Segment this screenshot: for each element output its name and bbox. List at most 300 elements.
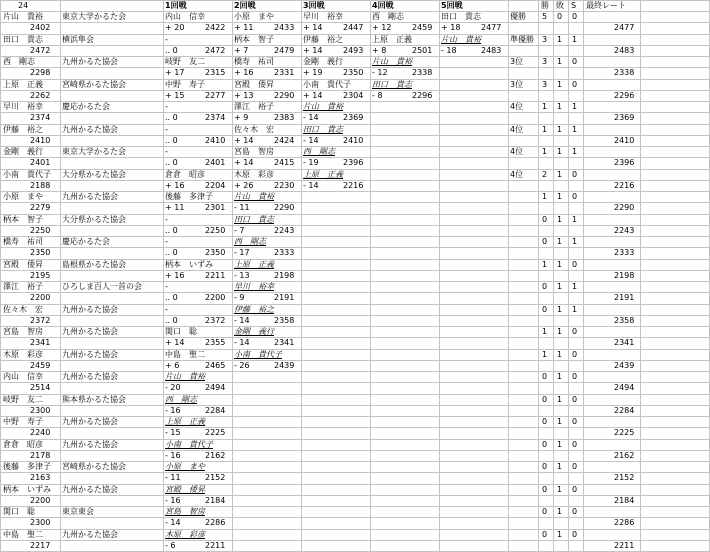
round-rate: 2152 <box>205 473 226 483</box>
player-name: 内山 信幸 <box>3 372 43 381</box>
round-rate: 2290 <box>274 90 295 100</box>
grid-col-line <box>301 0 302 551</box>
player-name: 岐野 友二 <box>3 394 43 404</box>
round-opponent: 柄本 いずみ <box>165 259 213 269</box>
grid-row-line <box>0 270 710 271</box>
losses-count: 1 <box>557 507 563 516</box>
round-opponent: 宮殿 倭昇 <box>234 79 274 89</box>
round-opponent: 宮殿 倭昇 <box>165 484 205 494</box>
round-result: + 14 <box>303 45 323 55</box>
round-result: .. 0 <box>165 315 178 325</box>
round-result: - 14 <box>303 135 319 145</box>
round-result: + 18 <box>441 23 461 33</box>
player-initial-rate: 2262 <box>30 90 51 100</box>
player-initial-rate: 2298 <box>30 68 51 78</box>
player-name: 片山 貴裕 <box>3 12 43 21</box>
s-count: 0 <box>572 79 578 89</box>
wins-count: 2 <box>542 169 548 179</box>
round-opponent: 木原 彩彦 <box>165 529 205 539</box>
player-club: 九州かるた協会 <box>62 192 118 201</box>
player-name: 木原 彩彦 <box>3 349 43 359</box>
player-club: 大分県かるた協会 <box>62 214 126 224</box>
round-opponent: 田口 貴志 <box>372 79 412 89</box>
grid-row-line <box>0 540 710 541</box>
player-club: 東京大学かるた会 <box>62 147 126 156</box>
round-opponent: 倉倉 昭彦 <box>165 169 205 179</box>
round-rate: 2191 <box>274 293 295 303</box>
player-initial-rate: 2200 <box>30 495 51 505</box>
wins-count: 0 <box>542 529 548 539</box>
player-club: 東京大学かるた会 <box>62 12 126 21</box>
losses-count: 1 <box>557 237 563 246</box>
round-rate: 2369 <box>343 113 364 123</box>
round-result: - 9 <box>234 293 245 303</box>
losses-count: 1 <box>557 259 563 269</box>
losses-count: 1 <box>557 79 563 89</box>
wins-count: 0 <box>542 237 548 246</box>
round-result: - 19 <box>303 158 319 168</box>
s-count: 1 <box>572 304 578 314</box>
final-rate: 2296 <box>614 90 635 100</box>
player-name: 柄本 いずみ <box>3 484 51 494</box>
final-rate: 2152 <box>614 473 635 483</box>
s-count: 1 <box>572 214 578 224</box>
player-club: 九州かるた協会 <box>62 57 118 66</box>
player-initial-rate: 2341 <box>30 338 51 348</box>
wins-count: 5 <box>542 12 548 21</box>
round-result: + 16 <box>234 68 254 78</box>
final-rate-header: 最終レート <box>586 1 626 10</box>
player-name: 上原 正義 <box>3 79 43 89</box>
round-opponent: 小南 貴代子 <box>303 79 351 89</box>
losses-count: 1 <box>557 102 563 111</box>
round-rate: 2439 <box>274 360 295 370</box>
round-opponent: 柄本 智子 <box>234 34 274 44</box>
round-result: - 20 <box>165 383 181 393</box>
player-initial-rate: 2410 <box>30 135 51 145</box>
losses-count: 1 <box>557 372 563 381</box>
round-rate: 2286 <box>205 518 226 528</box>
player-initial-rate: 2279 <box>30 203 51 213</box>
wins-count: 0 <box>542 417 548 426</box>
round-rate: 2333 <box>274 248 295 258</box>
s-count: 0 <box>572 439 578 449</box>
round-result: + 26 <box>234 180 254 190</box>
round-opponent: 金剛 義行 <box>303 57 343 66</box>
player-initial-rate: 2459 <box>30 360 51 370</box>
round-rate: 2483 <box>481 45 502 55</box>
round-opponent: - <box>165 304 168 314</box>
round-opponent: 中野 寿子 <box>165 79 205 89</box>
losses-header: 敗 <box>556 1 564 10</box>
player-club: ひろしま百人一首の会 <box>62 282 142 291</box>
round-result: - 8 <box>372 90 383 100</box>
s-count: 0 <box>572 169 578 179</box>
losses-count: 1 <box>557 349 563 359</box>
round-rate: 2396 <box>343 158 364 168</box>
s-count: 0 <box>572 57 578 66</box>
round-rate: 2383 <box>274 113 295 123</box>
round-rate: 2433 <box>274 23 295 33</box>
player-club: 九州かるた協会 <box>62 349 118 359</box>
round-result: .. 0 <box>165 135 178 145</box>
final-rate: 2494 <box>614 383 635 393</box>
round-result: - 26 <box>234 360 250 370</box>
wins-count: 0 <box>542 394 548 404</box>
grid-row-line <box>0 202 710 203</box>
grid-col-line <box>439 0 440 551</box>
player-name: 関口 聡 <box>3 507 35 516</box>
final-rate: 2216 <box>614 180 635 190</box>
grid-col-line <box>232 0 233 551</box>
round-rate: 2200 <box>205 293 226 303</box>
losses-count: 1 <box>557 282 563 291</box>
player-initial-rate: 2200 <box>30 293 51 303</box>
round-result: + 14 <box>165 338 185 348</box>
round-rate: 2350 <box>205 248 226 258</box>
round-rate: 2424 <box>274 135 295 145</box>
round-result: - 7 <box>234 225 245 235</box>
player-name: 佐々木 宏 <box>3 304 43 314</box>
round-rate: 2216 <box>343 180 364 190</box>
grid-col-line <box>508 0 509 551</box>
losses-count: 1 <box>557 214 563 224</box>
grid-row-line <box>0 225 710 226</box>
losses-count: 1 <box>557 304 563 314</box>
final-rate: 2198 <box>614 270 635 280</box>
round-rate: 2184 <box>205 495 226 505</box>
round-result: + 14 <box>234 135 254 145</box>
wins-count: 1 <box>542 147 548 156</box>
round-result: - 16 <box>165 450 181 460</box>
round-opponent: 小南 貴代子 <box>234 349 282 359</box>
losses-count: 1 <box>557 417 563 426</box>
player-name: 早川 裕幸 <box>3 102 43 111</box>
round-rate: 2447 <box>343 23 364 33</box>
round-result: - 14 <box>303 113 319 123</box>
round-result: .. 0 <box>165 113 178 123</box>
round-opponent: 伊藤 裕之 <box>303 34 343 44</box>
wins-count: 1 <box>542 349 548 359</box>
final-rate: 2184 <box>614 495 635 505</box>
round-result: + 6 <box>165 360 180 370</box>
player-club: 宮崎県かるた協会 <box>62 462 126 471</box>
player-club: 九州かるた協会 <box>62 124 118 134</box>
losses-count: 1 <box>557 529 563 539</box>
wins-count: 3 <box>542 34 548 44</box>
player-club: 九州かるた協会 <box>62 439 118 449</box>
round-rate: 2331 <box>274 68 295 78</box>
round-result: .. 0 <box>165 248 178 258</box>
player-name: 田口 貴志 <box>3 34 43 44</box>
round-result: - 14 <box>303 180 319 190</box>
round-opponent: 上原 正義 <box>234 259 274 269</box>
wins-count: 0 <box>542 282 548 291</box>
round-result: - 11 <box>165 473 181 483</box>
final-rate: 2243 <box>614 225 635 235</box>
player-initial-rate: 2163 <box>30 473 51 483</box>
wins-count: 0 <box>542 214 548 224</box>
player-name: 宮殿 倭昇 <box>3 259 43 269</box>
losses-count: 1 <box>557 462 563 471</box>
round-opponent: 岐野 友二 <box>165 57 205 66</box>
round-result: + 8 <box>372 45 387 55</box>
round-opponent: 西 剛志 <box>234 237 266 246</box>
round-rate: 2290 <box>274 203 295 213</box>
round-result: + 7 <box>234 45 249 55</box>
player-initial-rate: 2300 <box>30 518 51 528</box>
round-result: + 13 <box>234 90 254 100</box>
player-rank: 4位 <box>510 124 524 134</box>
round-rate: 2465 <box>205 360 226 370</box>
round-result: + 12 <box>372 23 392 33</box>
round-rate: 2501 <box>412 45 433 55</box>
round-result: - 16 <box>165 405 181 415</box>
player-initial-rate: 2300 <box>30 405 51 415</box>
grid-row-line <box>0 517 710 518</box>
round-result: + 14 <box>303 23 323 33</box>
round-opponent: 片山 貴裕 <box>372 57 412 66</box>
losses-count: 1 <box>557 169 563 179</box>
s-count: 1 <box>572 237 578 246</box>
round-opponent: 伊藤 裕之 <box>234 304 274 314</box>
s-count: 0 <box>572 327 578 336</box>
final-rate: 2225 <box>614 428 635 438</box>
s-count: 0 <box>572 462 578 471</box>
round-rate: 2350 <box>343 68 364 78</box>
round-opponent: 西 剛志 <box>165 394 197 404</box>
round-rate: 2472 <box>205 45 226 55</box>
player-initial-rate: 2372 <box>30 315 51 325</box>
grid-row-line <box>0 472 710 473</box>
round-opponent: 上原 正義 <box>303 169 343 179</box>
round-rate: 2225 <box>205 428 226 438</box>
final-rate: 2290 <box>614 203 635 213</box>
player-club: 宮崎県かるた協会 <box>62 79 126 89</box>
player-name: 橋寿 祐司 <box>3 237 43 246</box>
round-rate: 2422 <box>205 23 226 33</box>
final-rate: 2439 <box>614 360 635 370</box>
round-rate: 2243 <box>274 225 295 235</box>
grid-col-line <box>0 0 1 551</box>
round-rate: 2338 <box>412 68 433 78</box>
grid-row-line <box>0 360 710 361</box>
round-opponent: 中島 聖二 <box>165 349 205 359</box>
s-count: 0 <box>572 417 578 426</box>
grid-row-line <box>0 292 710 293</box>
player-initial-rate: 2195 <box>30 270 51 280</box>
player-initial-rate: 2250 <box>30 225 51 235</box>
s-count: 0 <box>572 349 578 359</box>
round-opponent: 片山 貴裕 <box>441 34 481 44</box>
round-opponent: - <box>165 214 168 224</box>
losses-count: 1 <box>557 147 563 156</box>
player-club: 慶応かるた会 <box>62 237 110 246</box>
s-count: 1 <box>572 102 578 111</box>
round-opponent: 内山 信幸 <box>165 12 205 21</box>
round-opponent: 西 剛志 <box>372 12 404 21</box>
final-rate: 2338 <box>614 68 635 78</box>
round-result: - 15 <box>165 428 181 438</box>
round-result: - 14 <box>165 518 181 528</box>
player-initial-rate: 2472 <box>30 45 51 55</box>
wins-count: 0 <box>542 462 548 471</box>
round-rate: 2479 <box>274 45 295 55</box>
round-opponent: - <box>165 282 168 291</box>
s-count: 0 <box>572 394 578 404</box>
s-count: 0 <box>572 192 578 201</box>
player-club: 九州かるた協会 <box>62 327 118 336</box>
round-result: + 14 <box>303 90 323 100</box>
player-initial-rate: 2350 <box>30 248 51 258</box>
player-rank: 準優勝 <box>510 34 534 44</box>
round-opponent: 後藤 多津子 <box>165 192 213 201</box>
wins-count: 1 <box>542 327 548 336</box>
round-opponent: 田口 貴志 <box>441 12 481 21</box>
grid-col-line <box>640 0 641 551</box>
player-club: 大分県かるた協会 <box>62 169 126 179</box>
round-opponent: - <box>165 102 168 111</box>
grid-row-line <box>0 247 710 248</box>
round-rate: 2204 <box>205 180 226 190</box>
round-rate: 2415 <box>274 158 295 168</box>
wins-count: 0 <box>542 372 548 381</box>
round-rate: 2494 <box>205 383 226 393</box>
player-club: 九州かるた協会 <box>62 417 118 426</box>
player-club: 島根県かるた協会 <box>62 259 126 269</box>
losses-count: 1 <box>557 394 563 404</box>
round-rate: 2211 <box>205 270 226 280</box>
round-header: 1回戦 <box>165 1 187 10</box>
round-result: + 11 <box>234 23 254 33</box>
player-initial-rate: 2374 <box>30 113 51 123</box>
player-name: 西 剛志 <box>3 57 35 66</box>
player-rank: 3位 <box>510 57 524 66</box>
player-rank: 4位 <box>510 102 524 111</box>
round-result: + 9 <box>234 113 249 123</box>
final-rate: 2333 <box>614 248 635 258</box>
s-count: 1 <box>572 34 578 44</box>
player-rank: 4位 <box>510 147 524 156</box>
final-rate: 2483 <box>614 45 635 55</box>
round-opponent: 片山 貴裕 <box>165 372 205 381</box>
player-name: 中野 寿子 <box>3 417 43 426</box>
losses-count: 1 <box>557 484 563 494</box>
player-initial-rate: 2178 <box>30 450 51 460</box>
round-rate: 2477 <box>481 23 502 33</box>
round-result: - 12 <box>372 68 388 78</box>
round-result: + 15 <box>165 90 185 100</box>
losses-count: 0 <box>557 12 563 21</box>
round-rate: 2315 <box>205 68 226 78</box>
wins-header: 勝 <box>541 1 549 10</box>
player-club: 慶応かるた会 <box>62 102 110 111</box>
round-rate: 2301 <box>205 203 226 213</box>
round-opponent: 澤江 裕子 <box>234 102 274 111</box>
round-opponent: 関口 聡 <box>165 327 197 336</box>
grid-col-line <box>60 0 61 551</box>
wins-count: 1 <box>542 192 548 201</box>
s-count: 1 <box>572 282 578 291</box>
round-result: + 11 <box>165 203 185 213</box>
round-result: - 14 <box>234 338 250 348</box>
final-rate: 2477 <box>614 23 635 33</box>
round-rate: 2296 <box>412 90 433 100</box>
grid-row-line <box>0 427 710 428</box>
wins-count: 0 <box>542 304 548 314</box>
round-rate: 2250 <box>205 225 226 235</box>
round-result: + 16 <box>165 270 185 280</box>
round-rate: 2355 <box>205 338 226 348</box>
round-result: - 17 <box>234 248 250 258</box>
losses-count: 1 <box>557 124 563 134</box>
round-header: 3回戦 <box>303 1 325 10</box>
final-rate: 2369 <box>614 113 635 123</box>
round-opponent: 上原 正義 <box>372 34 412 44</box>
round-rate: 2304 <box>343 90 364 100</box>
round-opponent: - <box>165 237 168 246</box>
player-initial-rate: 2188 <box>30 180 51 190</box>
grid-row-line <box>0 495 710 496</box>
round-result: + 20 <box>165 23 185 33</box>
player-name: 中島 聖二 <box>3 529 43 539</box>
grid-row-line <box>0 337 710 338</box>
round-opponent: 小原 まや <box>234 12 274 21</box>
round-opponent: 小原 まや <box>165 462 205 471</box>
s-count: 0 <box>572 12 578 21</box>
round-opponent: - <box>165 124 168 134</box>
grid-col-line <box>538 0 539 551</box>
player-name: 小原 まや <box>3 192 43 201</box>
round-result: - 13 <box>234 270 250 280</box>
round-result: .. 0 <box>165 293 178 303</box>
round-result: - 11 <box>234 203 250 213</box>
s-count: 0 <box>572 529 578 539</box>
player-name: 柄本 智子 <box>3 214 43 224</box>
round-rate: 2230 <box>274 180 295 190</box>
round-result: + 19 <box>303 68 323 78</box>
s-header: S <box>571 1 577 10</box>
player-initial-rate: 2217 <box>30 540 51 550</box>
player-club: 東京東会 <box>62 507 94 516</box>
round-opponent: 早川 裕幸 <box>234 282 274 291</box>
wins-count: 0 <box>542 439 548 449</box>
round-opponent: 宮島 智房 <box>234 147 274 156</box>
round-rate: 2459 <box>412 23 433 33</box>
grid-col-line <box>583 0 584 551</box>
round-result: .. 0 <box>165 158 178 168</box>
grid-row-line <box>0 450 710 451</box>
round-opponent: 早川 裕幸 <box>303 12 343 21</box>
losses-count: 1 <box>557 34 563 44</box>
grid-row-line <box>0 382 710 383</box>
round-rate: 2211 <box>205 540 226 550</box>
player-rank: 優勝 <box>510 12 526 21</box>
player-club: 熊本県かるた協会 <box>62 394 126 404</box>
player-rank: 3位 <box>510 79 524 89</box>
round-opponent: 金剛 義行 <box>234 327 274 336</box>
round-result: .. 0 <box>165 45 178 55</box>
round-opponent: 田口 貴志 <box>303 124 343 134</box>
player-name: 宮島 智房 <box>3 327 43 336</box>
final-rate: 2341 <box>614 338 635 348</box>
round-result: - 18 <box>441 45 457 55</box>
round-rate: 2284 <box>205 405 226 415</box>
losses-count: 1 <box>557 327 563 336</box>
wins-count: 1 <box>542 102 548 111</box>
player-initial-rate: 2514 <box>30 383 51 393</box>
player-club: 九州かるた協会 <box>62 529 118 539</box>
